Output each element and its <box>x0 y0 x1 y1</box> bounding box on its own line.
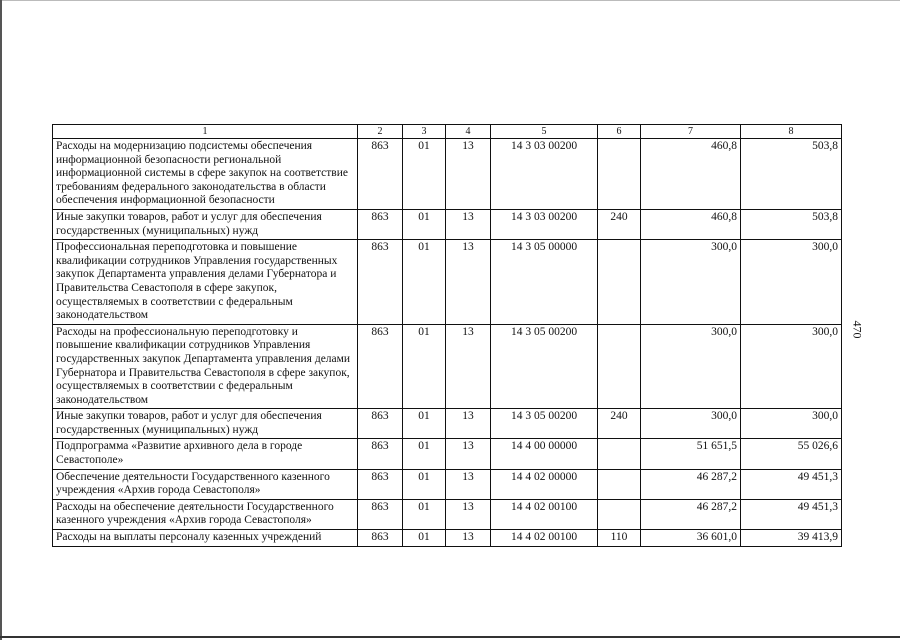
row-section: 01 <box>403 139 446 210</box>
table-row <box>53 139 842 210</box>
row-target-article: 14 3 03 00200 <box>491 139 598 210</box>
row-amount-year1: 460,8 <box>641 139 741 210</box>
table-row <box>53 240 842 325</box>
row-description: Иные закупки товаров, работ и услуг для обеспечения государственных (муниципальных) нужд <box>53 209 358 239</box>
row-amount-year2: 49 451,3 <box>741 499 842 529</box>
row-section: 01 <box>403 324 446 409</box>
scan-edge-top <box>0 0 900 1</box>
row-section: 01 <box>403 469 446 499</box>
row-expense-type <box>598 469 641 499</box>
row-target-article: 14 4 02 00000 <box>491 469 598 499</box>
row-ministry-code: 863 <box>358 209 403 239</box>
table-row <box>53 209 842 239</box>
row-section: 01 <box>403 409 446 439</box>
row-ministry-code: 863 <box>358 499 403 529</box>
row-description: Расходы на выплаты персоналу казенных учреждений <box>53 530 358 547</box>
row-target-article: 14 3 05 00000 <box>491 240 598 325</box>
row-target-article: 14 3 03 00200 <box>491 209 598 239</box>
table-row <box>53 499 842 529</box>
row-amount-year2: 55 026,6 <box>741 439 842 469</box>
row-section: 01 <box>403 209 446 239</box>
column-header: 3 <box>403 125 446 139</box>
row-amount-year1: 51 651,5 <box>641 439 741 469</box>
column-header: 4 <box>446 125 491 139</box>
row-expense-type <box>598 324 641 409</box>
row-amount-year1: 300,0 <box>641 409 741 439</box>
row-amount-year2: 300,0 <box>741 324 842 409</box>
table-row <box>53 439 842 469</box>
row-expense-type: 110 <box>598 530 641 547</box>
scan-edge-bottom <box>0 636 900 638</box>
row-description: Расходы на модернизацию подсистемы обеспечения информационной безопасности региональной информационной системы в сфере закупок на соответствие требованиям федерального законодательства в области обеспечения информационной безопасности <box>53 139 358 210</box>
row-description: Иные закупки товаров, работ и услуг для обеспечения государственных (муниципальных) нужд <box>53 409 358 439</box>
row-amount-year1: 460,8 <box>641 209 741 239</box>
row-expense-type <box>598 240 641 325</box>
row-description: Обеспечение деятельности Государственного казенного учреждения «Архив города Севастополя» <box>53 469 358 499</box>
row-section: 01 <box>403 499 446 529</box>
row-description: Профессиональная переподготовка и повышение квалификации сотрудников Управления государственных закупок Департамента управления делами Губернатора и Правительства Севастополя в сфере закупок, осуществляемых в соответствии с федеральным законодательством <box>53 240 358 325</box>
column-header: 2 <box>358 125 403 139</box>
row-amount-year1: 300,0 <box>641 324 741 409</box>
budget-table <box>52 124 842 547</box>
row-section: 01 <box>403 530 446 547</box>
row-amount-year2: 39 413,9 <box>741 530 842 547</box>
row-amount-year1: 300,0 <box>641 240 741 325</box>
row-section: 01 <box>403 439 446 469</box>
column-header: 1 <box>53 125 358 139</box>
row-target-article: 14 3 05 00200 <box>491 409 598 439</box>
row-expense-type: 240 <box>598 209 641 239</box>
page-number: 470 <box>850 320 865 339</box>
row-target-article: 14 4 02 00100 <box>491 530 598 547</box>
row-expense-type <box>598 439 641 469</box>
row-target-article: 14 4 02 00100 <box>491 499 598 529</box>
row-description: Расходы на профессиональную переподготовку и повышение квалификации сотрудников Управления государственных закупок Департамента управления делами Губернатора и Правительства Севастополя в сфере закупок, осуществляемых в соответствии с федеральным законодательством <box>53 324 358 409</box>
table-row <box>53 469 842 499</box>
row-ministry-code: 863 <box>358 240 403 325</box>
row-ministry-code: 863 <box>358 409 403 439</box>
row-ministry-code: 863 <box>358 139 403 210</box>
row-amount-year1: 36 601,0 <box>641 530 741 547</box>
table-header-row <box>53 125 842 139</box>
row-amount-year1: 46 287,2 <box>641 499 741 529</box>
row-description: Расходы на обеспечение деятельности Государственного казенного учреждения «Архив города Севастополя» <box>53 499 358 529</box>
row-ministry-code: 863 <box>358 324 403 409</box>
row-amount-year2: 300,0 <box>741 240 842 325</box>
row-amount-year1: 46 287,2 <box>641 469 741 499</box>
table-row <box>53 409 842 439</box>
column-header: 5 <box>491 125 598 139</box>
row-subsection: 13 <box>446 324 491 409</box>
row-subsection: 13 <box>446 209 491 239</box>
row-ministry-code: 863 <box>358 439 403 469</box>
row-ministry-code: 863 <box>358 469 403 499</box>
row-subsection: 13 <box>446 469 491 499</box>
column-header: 6 <box>598 125 641 139</box>
row-subsection: 13 <box>446 139 491 210</box>
row-amount-year2: 503,8 <box>741 139 842 210</box>
row-subsection: 13 <box>446 530 491 547</box>
table-row <box>53 530 842 547</box>
row-amount-year2: 49 451,3 <box>741 469 842 499</box>
row-target-article: 14 3 05 00200 <box>491 324 598 409</box>
scan-edge-left <box>0 0 2 640</box>
column-header: 7 <box>641 125 741 139</box>
row-expense-type: 240 <box>598 409 641 439</box>
row-amount-year2: 503,8 <box>741 209 842 239</box>
row-section: 01 <box>403 240 446 325</box>
row-target-article: 14 4 00 00000 <box>491 439 598 469</box>
row-expense-type <box>598 499 641 529</box>
table-row <box>53 324 842 409</box>
row-expense-type <box>598 139 641 210</box>
row-description: Подпрограмма «Развитие архивного дела в городе Севастополе» <box>53 439 358 469</box>
row-amount-year2: 300,0 <box>741 409 842 439</box>
row-subsection: 13 <box>446 499 491 529</box>
row-ministry-code: 863 <box>358 530 403 547</box>
row-subsection: 13 <box>446 409 491 439</box>
column-header: 8 <box>741 125 842 139</box>
row-subsection: 13 <box>446 240 491 325</box>
row-subsection: 13 <box>446 439 491 469</box>
